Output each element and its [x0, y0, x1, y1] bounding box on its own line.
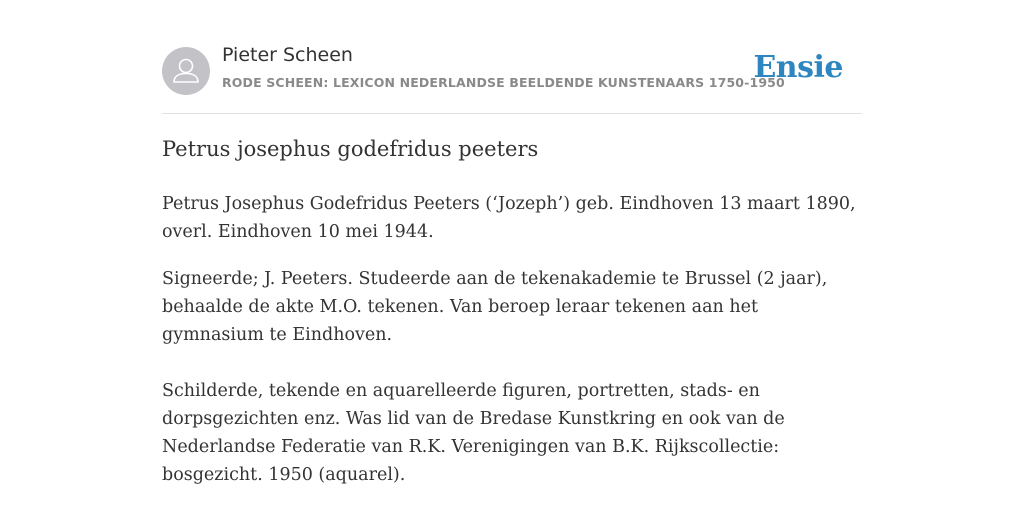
source-title[interactable]: RODE SCHEEN: LEXICON NEDERLANDSE BEELDENDE KUNSTENAARS 1750-1950 — [222, 75, 785, 90]
entry-header — [162, 0, 862, 114]
author-name[interactable]: Pieter Scheen — [222, 44, 353, 66]
entry-title: Petrus josephus godefridus peeters — [162, 137, 539, 161]
author-avatar[interactable] — [162, 47, 210, 95]
entry-card — [162, 0, 862, 485]
entry-paragraph-birth: Petrus Josephus Godefridus Peeters (‘Jozeph’) geb. Eindhoven 13 maart 1890, overl. Eindhoven 10 mei 1944. — [162, 194, 856, 242]
entry-paragraph-work: Schilderde, tekende en aquarelleerde figuren, portretten, stads- en dorpsgezichten enz. Was lid van de Bredase Kunstkring en ook van de Nederlandse Federatie van R.K. Verenigingen van B.K. Rijkscollectie: bosgezicht. 1950 (aquarel). — [162, 381, 785, 485]
entry-paragraph-education: Signeerde; J. Peeters. Studeerde aan de tekenakademie te Brussel (2 jaar), behaalde de akte M.O. tekenen. Van beroep leraar tekenen aan het gymnasium te Eindhoven. — [162, 269, 828, 345]
user-silhouette-icon — [162, 47, 210, 95]
brand-logo[interactable]: Ensie — [753, 50, 843, 85]
